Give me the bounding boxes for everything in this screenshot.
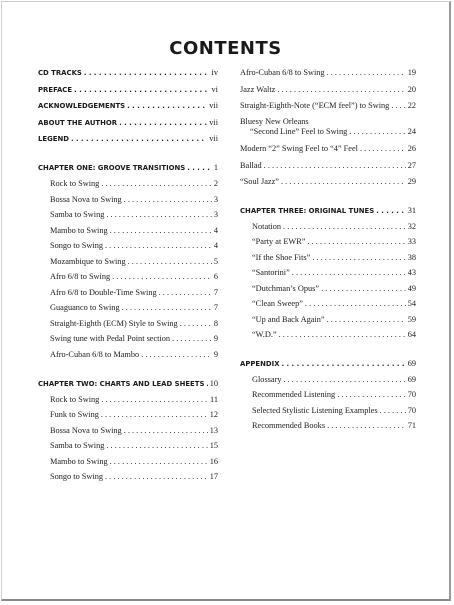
toc-page-number: 15 xyxy=(209,441,218,450)
dot-leader xyxy=(305,299,406,309)
toc-entry-label: Bluesy New Orleans xyxy=(240,117,309,126)
toc-section-cd-tracks xyxy=(38,68,218,78)
toc-page-number: 64 xyxy=(407,330,416,339)
toc-entry-label: Straight-Eighth (ECM) Style to Swing xyxy=(50,319,178,328)
toc-page-number: 59 xyxy=(407,315,416,324)
dot-leader xyxy=(110,226,212,236)
toc-entry-bossa-nova-to-swing xyxy=(38,426,218,436)
toc-page-number: 69 xyxy=(407,359,416,368)
toc-page-number: 1 xyxy=(213,163,218,172)
toc-page-number: 4 xyxy=(213,226,218,235)
toc-entry-label: Glossary xyxy=(252,375,282,384)
toc-entry-notation xyxy=(240,222,416,232)
dot-leader xyxy=(327,421,406,431)
dot-leader xyxy=(71,134,207,144)
dot-leader xyxy=(337,390,406,400)
dot-leader xyxy=(105,241,212,251)
toc-page-number: 9 xyxy=(213,334,218,343)
dot-leader xyxy=(74,85,209,95)
toc-page-number: 6 xyxy=(213,272,218,281)
toc-entry-santorini xyxy=(240,268,416,278)
toc-entry-label: Rock to Swing xyxy=(50,395,100,404)
toc-entry-rock-to-swing xyxy=(38,179,218,189)
toc-page-number: 38 xyxy=(407,253,416,262)
toc-page-number: 8 xyxy=(213,319,218,328)
toc-entry-label: “If the Shoe Fits” xyxy=(252,253,311,262)
toc-entry-label: Guaguanco to Swing xyxy=(50,303,120,312)
dot-leader xyxy=(124,426,208,436)
page-title: CONTENTS xyxy=(169,38,282,59)
dot-leader xyxy=(105,472,208,482)
toc-entry-label: Mambo to Swing xyxy=(50,457,108,466)
toc-entry-straight-eighth-note-ecm-feel-to-swing xyxy=(240,101,416,111)
toc-entry-label: Samba to Swing xyxy=(50,210,105,219)
dot-leader xyxy=(106,210,211,220)
toc-page-number: 33 xyxy=(407,237,416,246)
toc-entry-label: Bossa Nova to Swing xyxy=(50,195,122,204)
toc-page-number: 43 xyxy=(407,268,416,277)
toc-entry-label: “Up and Back Again” xyxy=(252,315,325,324)
toc-page-number: vii xyxy=(209,134,218,143)
dot-leader xyxy=(127,101,207,111)
toc-page-number: vii xyxy=(209,118,218,127)
toc-entry-label: Funk to Swing xyxy=(50,410,99,419)
toc-page-number: 13 xyxy=(209,426,218,435)
toc-entry-samba-to-swing xyxy=(38,210,218,220)
toc-entry-label: Mozambique to Swing xyxy=(50,257,126,266)
toc-page-number: 9 xyxy=(213,350,218,359)
toc-page-number: 20 xyxy=(407,85,416,94)
toc-page-number: 3 xyxy=(213,210,218,219)
toc-entry-label: Bossa Nova to Swing xyxy=(50,426,122,435)
toc-section-legend xyxy=(38,134,218,144)
toc-entry-label: Songo to Swing xyxy=(50,472,104,481)
toc-page-number: 29 xyxy=(407,177,416,186)
toc-section-label: ACKNOWLEDGEMENTS xyxy=(38,102,126,110)
toc-section-preface xyxy=(38,85,218,95)
toc-entry-funk-to-swing xyxy=(38,410,218,420)
toc-entry-clean-sweep xyxy=(240,299,416,309)
toc-page-number: 2 xyxy=(213,179,218,188)
dot-leader xyxy=(101,395,208,405)
toc-entry-label: “Santorini” xyxy=(252,268,290,277)
toc-page-number: 17 xyxy=(209,472,218,481)
toc-entry-swing-tune-with-pedal-point-section xyxy=(38,334,218,344)
toc-entry-label: “Dutchman’s Opus” xyxy=(252,284,320,293)
toc-entry-mambo-to-swing xyxy=(38,457,218,467)
toc-entry-modern-2-swing-feel-to-4-feel xyxy=(240,144,416,154)
toc-section-label: CHAPTER TWO: CHARTS AND LEAD SHEETS xyxy=(38,380,205,388)
dot-leader xyxy=(124,195,212,205)
toc-entry-label: “Party at EWR” xyxy=(252,237,306,246)
dot-leader xyxy=(279,330,406,340)
dot-leader xyxy=(283,222,406,232)
toc-entry-recommended-listening xyxy=(240,390,416,400)
dot-leader xyxy=(292,268,406,278)
toc-entry-up-and-back-again xyxy=(240,315,416,325)
toc-entry-label: Swing tune with Pedal Point section xyxy=(50,334,171,343)
toc-entry-guaguanco-to-swing xyxy=(38,303,218,313)
toc-page-number: 24 xyxy=(407,127,416,136)
toc-section-label: CHAPTER ONE: GROOVE TRANSITIONS xyxy=(38,164,186,172)
toc-entry-afro-6-8-to-swing xyxy=(38,272,218,282)
toc-entry-party-at-ewr xyxy=(240,237,416,247)
document-page xyxy=(1,1,451,601)
dot-leader xyxy=(128,257,212,267)
toc-section-label: PREFACE xyxy=(38,86,73,94)
toc-page-number: 16 xyxy=(209,457,218,466)
toc-entry-label: Ballad xyxy=(240,161,262,170)
toc-section-about-the-author xyxy=(38,118,218,128)
dot-leader xyxy=(264,161,406,171)
toc-entry-label: “Clean Sweep” xyxy=(252,299,303,308)
toc-page-number: 54 xyxy=(407,299,416,308)
toc-page-number: 71 xyxy=(407,421,416,430)
toc-section-appendix xyxy=(240,359,416,369)
toc-entry-jazz-waltz xyxy=(240,85,416,95)
toc-entry-label: Modern “2” Swing Feel to “4” Feel xyxy=(240,144,358,153)
dot-leader xyxy=(101,410,208,420)
toc-entry-bossa-nova-to-swing xyxy=(38,195,218,205)
toc-page-number: 7 xyxy=(213,288,218,297)
toc-page-number: 7 xyxy=(213,303,218,312)
dot-leader xyxy=(312,253,405,263)
dot-leader xyxy=(284,375,406,385)
toc-entry-ballad xyxy=(240,161,416,171)
dot-leader xyxy=(159,288,212,298)
toc-page-number: 27 xyxy=(407,161,416,170)
dot-leader xyxy=(380,406,406,416)
dot-leader xyxy=(101,179,212,189)
toc-entry-rock-to-swing xyxy=(38,395,218,405)
dot-leader xyxy=(110,457,208,467)
toc-section-label: CD TRACKS xyxy=(38,69,82,77)
toc-entry-label: Recommended Books xyxy=(252,421,326,430)
toc-page-number: 31 xyxy=(407,206,416,215)
toc-entry-label: Jazz Waltz xyxy=(240,85,276,94)
toc-entry-samba-to-swing xyxy=(38,441,218,451)
toc-entry-label: Rock to Swing xyxy=(50,179,100,188)
toc-page-number: 49 xyxy=(407,284,416,293)
dot-leader xyxy=(376,206,405,216)
toc-page-number: vii xyxy=(209,101,218,110)
toc-entry-songo-to-swing xyxy=(38,472,218,482)
dot-leader xyxy=(119,118,207,128)
toc-page-number: 32 xyxy=(407,222,416,231)
toc-page-number: 4 xyxy=(213,241,218,250)
toc-section-label: LEGEND xyxy=(38,135,69,143)
toc-entry-label: Songo to Swing xyxy=(50,241,104,250)
dot-leader xyxy=(180,319,212,329)
toc-entry-afro-cuban-6-8-to-mambo xyxy=(38,350,218,360)
toc-section-chapter-one-groove-transitions xyxy=(38,163,218,173)
dot-leader xyxy=(282,359,406,369)
toc-page-number: 3 xyxy=(213,195,218,204)
dot-leader xyxy=(327,315,406,325)
toc-entry-afro-6-8-to-double-time-swing xyxy=(38,288,218,298)
dot-leader xyxy=(112,272,212,282)
dot-leader xyxy=(391,101,405,111)
dot-leader xyxy=(349,127,405,137)
toc-page-number: 12 xyxy=(209,410,218,419)
toc-entry-glossary xyxy=(240,375,416,385)
dot-leader xyxy=(281,177,406,187)
toc-page-number: iv xyxy=(211,68,218,77)
toc-entry-songo-to-swing xyxy=(38,241,218,251)
toc-entry-label: “W.D.” xyxy=(252,330,277,339)
toc-entry-if-the-shoe-fits xyxy=(240,253,416,263)
toc-entry-label: Recommended Listening xyxy=(252,390,336,399)
toc-page-number: 22 xyxy=(407,101,416,110)
toc-entry-afro-cuban-6-8-to-swing xyxy=(240,68,416,78)
toc-page-number: 11 xyxy=(210,395,218,404)
toc-section-label: CHAPTER THREE: ORIGINAL TUNES xyxy=(240,207,375,215)
toc-section-label: ABOUT THE AUTHOR xyxy=(38,119,118,127)
dot-leader xyxy=(321,284,406,294)
toc-section-chapter-two-charts-and-lead-sheets xyxy=(38,379,218,389)
toc-page-number: 5 xyxy=(213,257,218,266)
toc-entry-mozambique-to-swing xyxy=(38,257,218,267)
toc-entry-label: Mambo to Swing xyxy=(50,226,108,235)
toc-page-number: vi xyxy=(211,85,218,94)
toc-entry-w-d xyxy=(240,330,416,340)
dot-leader xyxy=(277,85,405,95)
dot-leader xyxy=(84,68,210,78)
toc-entry-label: Notation xyxy=(252,222,282,231)
toc-entry-label: Selected Stylistic Listening Examples xyxy=(252,406,378,415)
toc-page-number: 70 xyxy=(407,390,416,399)
toc-entry-label: Straight-Eighth-Note (“ECM feel”) to Swing xyxy=(240,101,390,110)
dot-leader xyxy=(106,441,207,451)
toc-entry-dutchman-s-opus xyxy=(240,284,416,294)
dot-leader xyxy=(360,144,406,154)
dot-leader xyxy=(307,237,405,247)
toc-entry-label: Samba to Swing xyxy=(50,441,105,450)
dot-leader xyxy=(122,303,212,313)
toc-entry-soul-jazz xyxy=(240,177,416,187)
dot-leader xyxy=(327,68,406,78)
toc-page-number: 26 xyxy=(407,144,416,153)
toc-entry-mambo-to-swing xyxy=(38,226,218,236)
toc-entry-label: Afro-Cuban 6/8 to Swing xyxy=(240,68,325,77)
toc-entry-straight-eighth-ecm-style-to-swing xyxy=(38,319,218,329)
toc-entry-selected-stylistic-listening-examples xyxy=(240,406,416,416)
dot-leader xyxy=(206,379,207,389)
toc-page-number: 19 xyxy=(407,68,416,77)
toc-entry-label: Afro-Cuban 6/8 to Mambo xyxy=(50,350,140,359)
toc-entry-label: Afro 6/8 to Swing xyxy=(50,272,111,281)
toc-entry-bluesy-new-orleans xyxy=(240,117,416,137)
toc-page-number: 69 xyxy=(407,375,416,384)
toc-entry-recommended-books xyxy=(240,421,416,431)
toc-entry-label-continued: “Second Line” Feel to Swing xyxy=(250,127,348,136)
toc-section-label: APPENDIX xyxy=(240,360,280,368)
toc-section-chapter-three-original-tunes xyxy=(240,206,416,216)
toc-page-number: 70 xyxy=(407,406,416,415)
dot-leader xyxy=(141,350,212,360)
dot-leader xyxy=(187,163,212,173)
toc-section-acknowledgements xyxy=(38,101,218,111)
toc-page-number: 10 xyxy=(209,379,218,388)
dot-leader xyxy=(172,334,212,344)
toc-entry-label: Afro 6/8 to Double-Time Swing xyxy=(50,288,157,297)
toc-entry-label: “Soul Jazz” xyxy=(240,177,279,186)
